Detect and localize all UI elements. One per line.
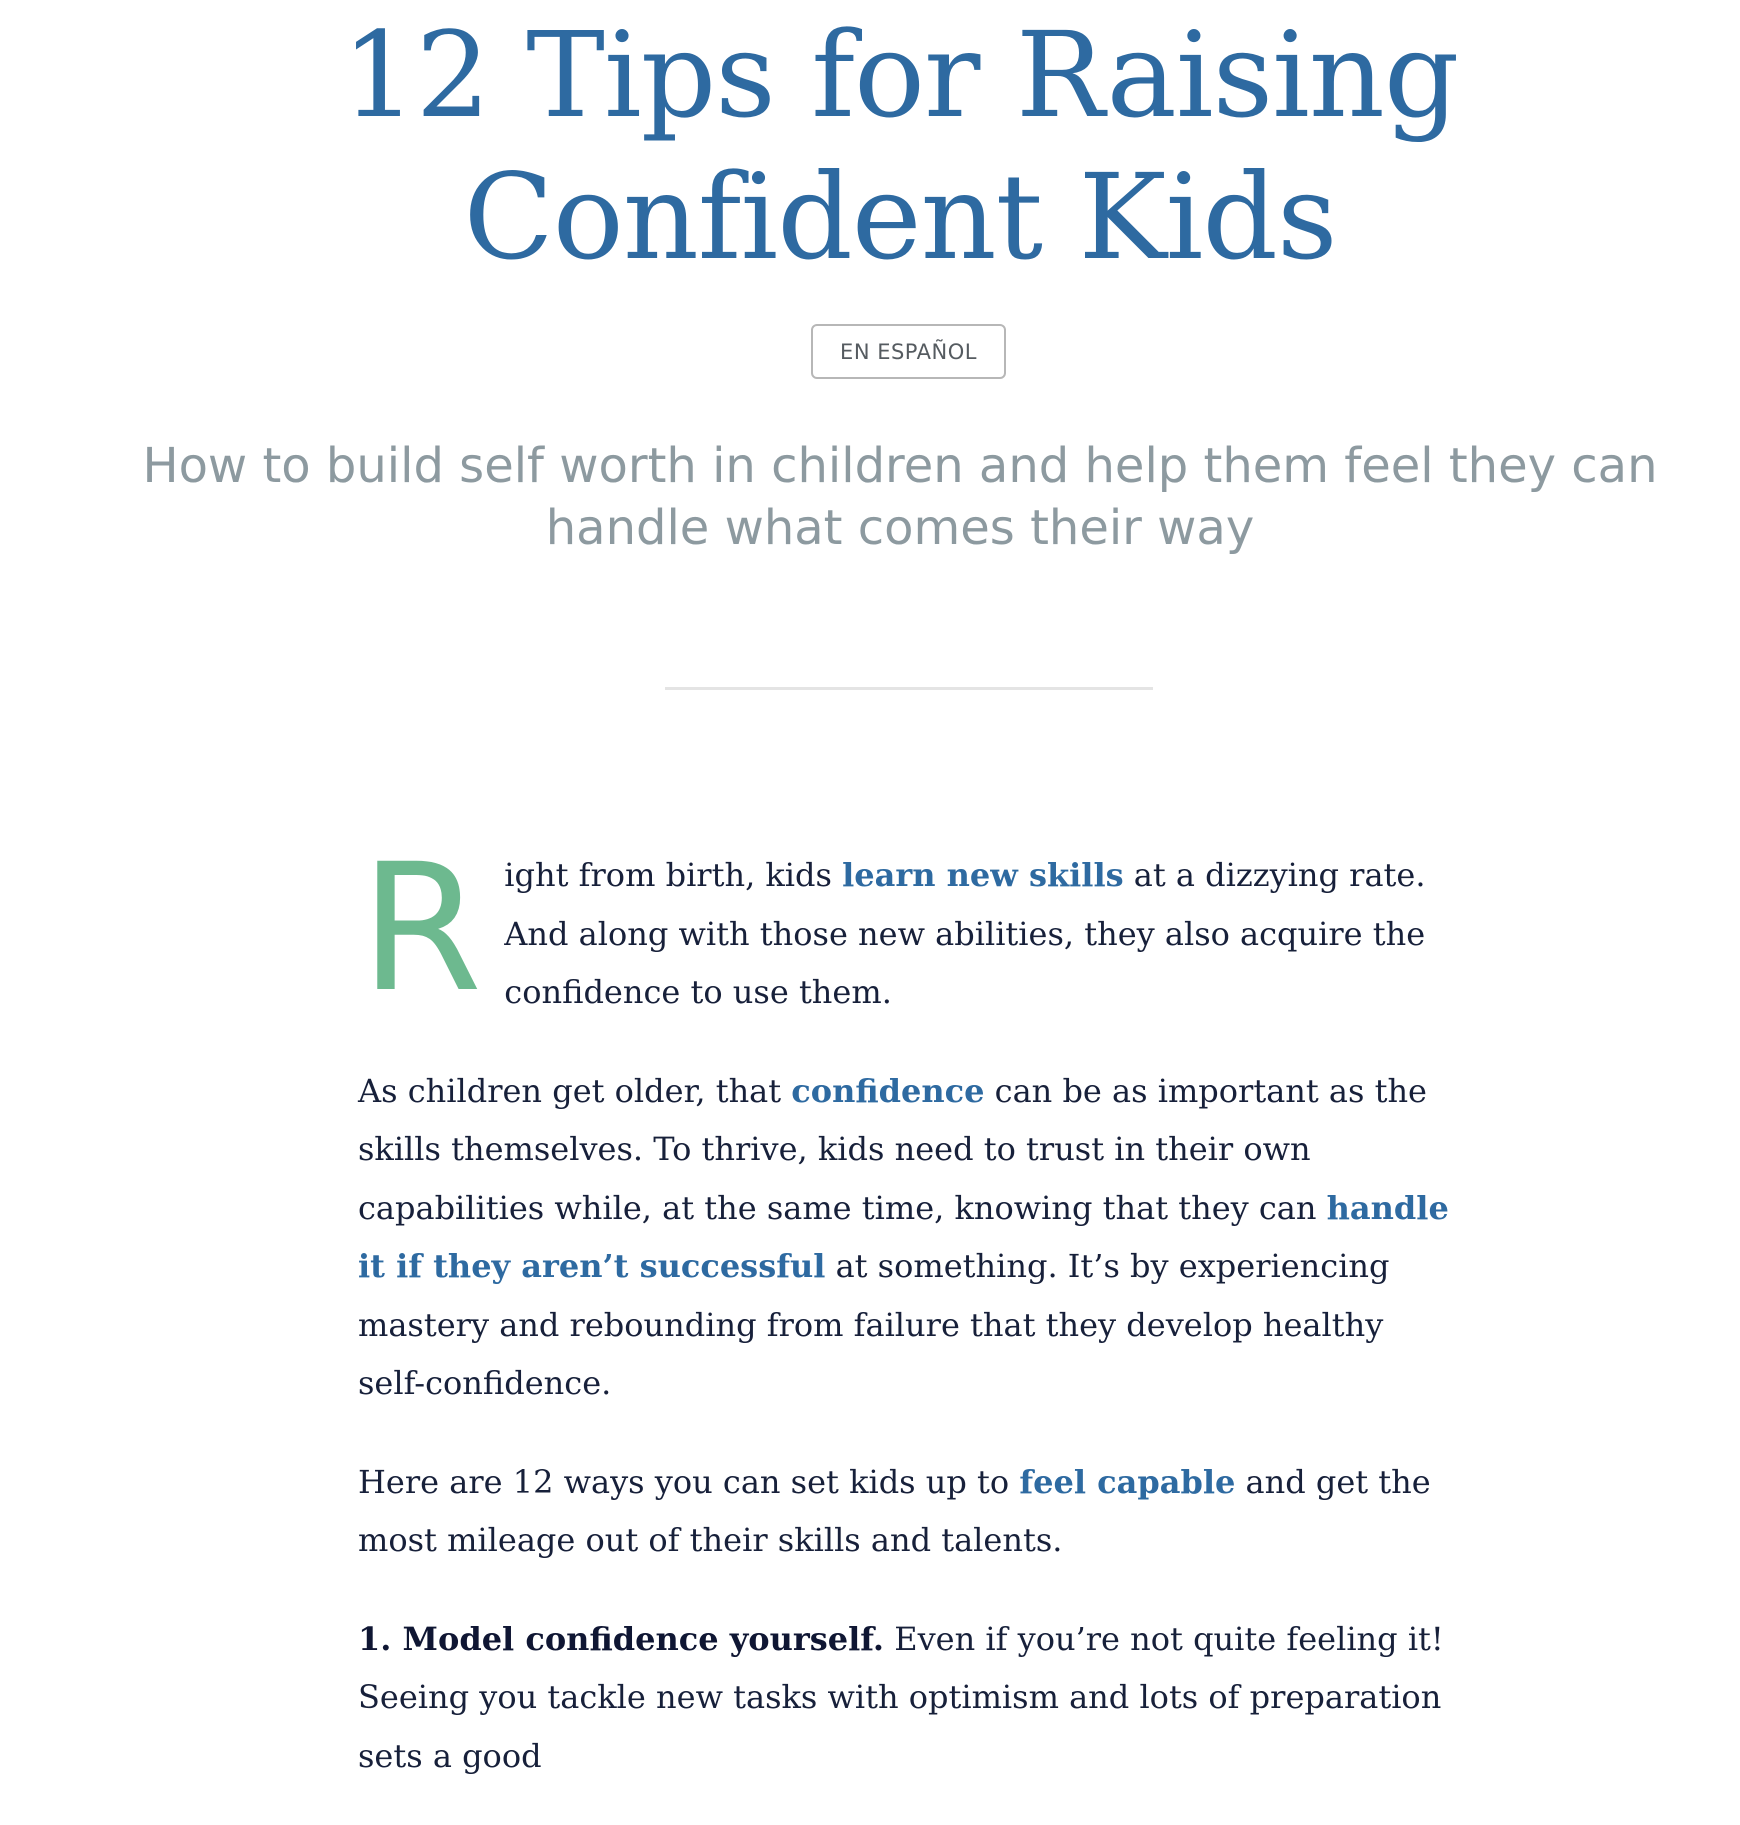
tip-1-heading: 1. Model confidence yourself. bbox=[358, 1619, 885, 1658]
link-handle-failure[interactable]: handle it if they aren’t successful bbox=[358, 1188, 1449, 1285]
tip-1-paragraph bbox=[358, 1610, 1458, 1786]
paragraph-text: Even if you’re not quite feeling it! Seeing you tackle new tasks with optimism and lots of preparation sets a good bbox=[358, 1619, 1444, 1775]
drop-cap: R bbox=[360, 826, 483, 1031]
paragraph-text: and get the most mileage out of their skills and talents. bbox=[358, 1462, 1431, 1559]
paragraph-text: at something. It’s by experiencing mastery and rebounding from failure that they develop healthy self-confidence. bbox=[358, 1247, 1390, 1402]
link-feel-capable[interactable]: feel capable bbox=[1019, 1462, 1236, 1501]
en-espanol-button[interactable]: EN ESPAÑOL bbox=[811, 324, 1006, 379]
page-subtitle: How to build self worth in children and help them feel they can handle what comes their way bbox=[142, 438, 1658, 556]
paragraph-text: can be as important as the skills themselves. To thrive, kids need to trust in their own capabilities while, at the same time, knowing that they can bbox=[358, 1071, 1427, 1227]
page-title: 12 Tips for Raising Confident Kids bbox=[341, 6, 1459, 286]
paragraph-text: Here are 12 ways you can set kids up to bbox=[358, 1462, 1020, 1501]
intro-paragraph bbox=[358, 826, 1458, 1031]
article-body bbox=[358, 826, 1458, 1825]
section-divider bbox=[665, 687, 1153, 690]
paragraph-text: at a dizzying rate. And along with those new abilities, they also acquire the confidence to use them. bbox=[504, 856, 1426, 1011]
paragraph-text: ight from birth, kids bbox=[504, 856, 843, 894]
confidence-paragraph bbox=[358, 1062, 1458, 1413]
link-learn-new-skills[interactable]: learn new skills bbox=[842, 856, 1124, 894]
paragraph-text: As children get older, that bbox=[358, 1071, 792, 1110]
ways-paragraph bbox=[358, 1453, 1458, 1570]
link-confidence[interactable]: confidence bbox=[791, 1071, 985, 1110]
